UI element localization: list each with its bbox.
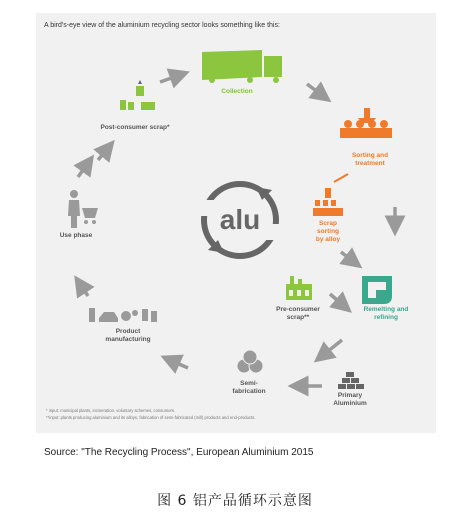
label-use-phase: Use phase — [59, 232, 93, 239]
alu-logo-text: alu — [219, 204, 261, 235]
label-semi — [224, 380, 274, 396]
sorting-machine-icon — [340, 108, 392, 138]
label-product-line2: manufacturing — [105, 336, 151, 343]
coil-rolls-icon — [237, 350, 263, 373]
label-remelting — [356, 306, 416, 322]
label-sorting-line2: treatment — [355, 160, 385, 167]
label-primary-line1: Primary — [337, 392, 363, 399]
label-pre-consumer — [268, 306, 328, 322]
sorting-arrow — [334, 174, 348, 182]
source-line: Source: "The Recycling Process", European Aluminium 2015 — [44, 447, 314, 458]
scrap-sorting-icon — [313, 188, 343, 216]
label-semi-line2: fabrication — [232, 388, 266, 395]
label-pre-consumer-line1: Pre-consumer — [276, 306, 320, 313]
label-scrap-sorting — [306, 220, 350, 244]
footnote-2: **input: plants producing aluminium and its alloys, fabrication of semi-fabricated (mill) products and end-products. — [46, 415, 256, 420]
label-scrap-sorting-line2: sorting — [316, 228, 340, 235]
figure-caption: 图 6 铝产品循环示意图 — [157, 493, 313, 509]
label-product — [98, 328, 158, 344]
label-primary — [326, 392, 374, 408]
label-scrap-sorting-line1: Scrap — [318, 220, 338, 227]
label-scrap-sorting-line3: by alloy — [315, 236, 341, 243]
label-post-consumer: Post-consumer scrap* — [100, 124, 170, 131]
label-remelting-line1: Remelting and — [363, 306, 409, 313]
label-sorting — [340, 152, 400, 168]
label-semi-line1: Semi- — [240, 380, 258, 387]
label-primary-line2: Aluminium — [333, 400, 367, 407]
footnote-1: * input: municipal plants, incineration, voluntary schemes, consumers. — [46, 408, 176, 413]
label-collection: Collection — [221, 88, 253, 95]
factory-icon — [286, 276, 312, 300]
remelting-furnace-icon — [362, 276, 392, 304]
collection-truck-icon — [202, 50, 282, 83]
label-product-line1: Product — [115, 328, 141, 335]
products-icon — [89, 308, 157, 322]
post-consumer-scrap-icon — [120, 80, 155, 110]
label-pre-consumer-line2: scrap** — [286, 314, 310, 321]
ingots-icon — [338, 372, 364, 389]
label-remelting-line2: refining — [374, 314, 398, 321]
label-sorting-line1: Sorting and — [351, 152, 389, 159]
diagram-heading: A bird's-eye view of the aluminium recycling sector looks something like this: — [44, 22, 280, 29]
shopper-icon — [68, 190, 98, 228]
